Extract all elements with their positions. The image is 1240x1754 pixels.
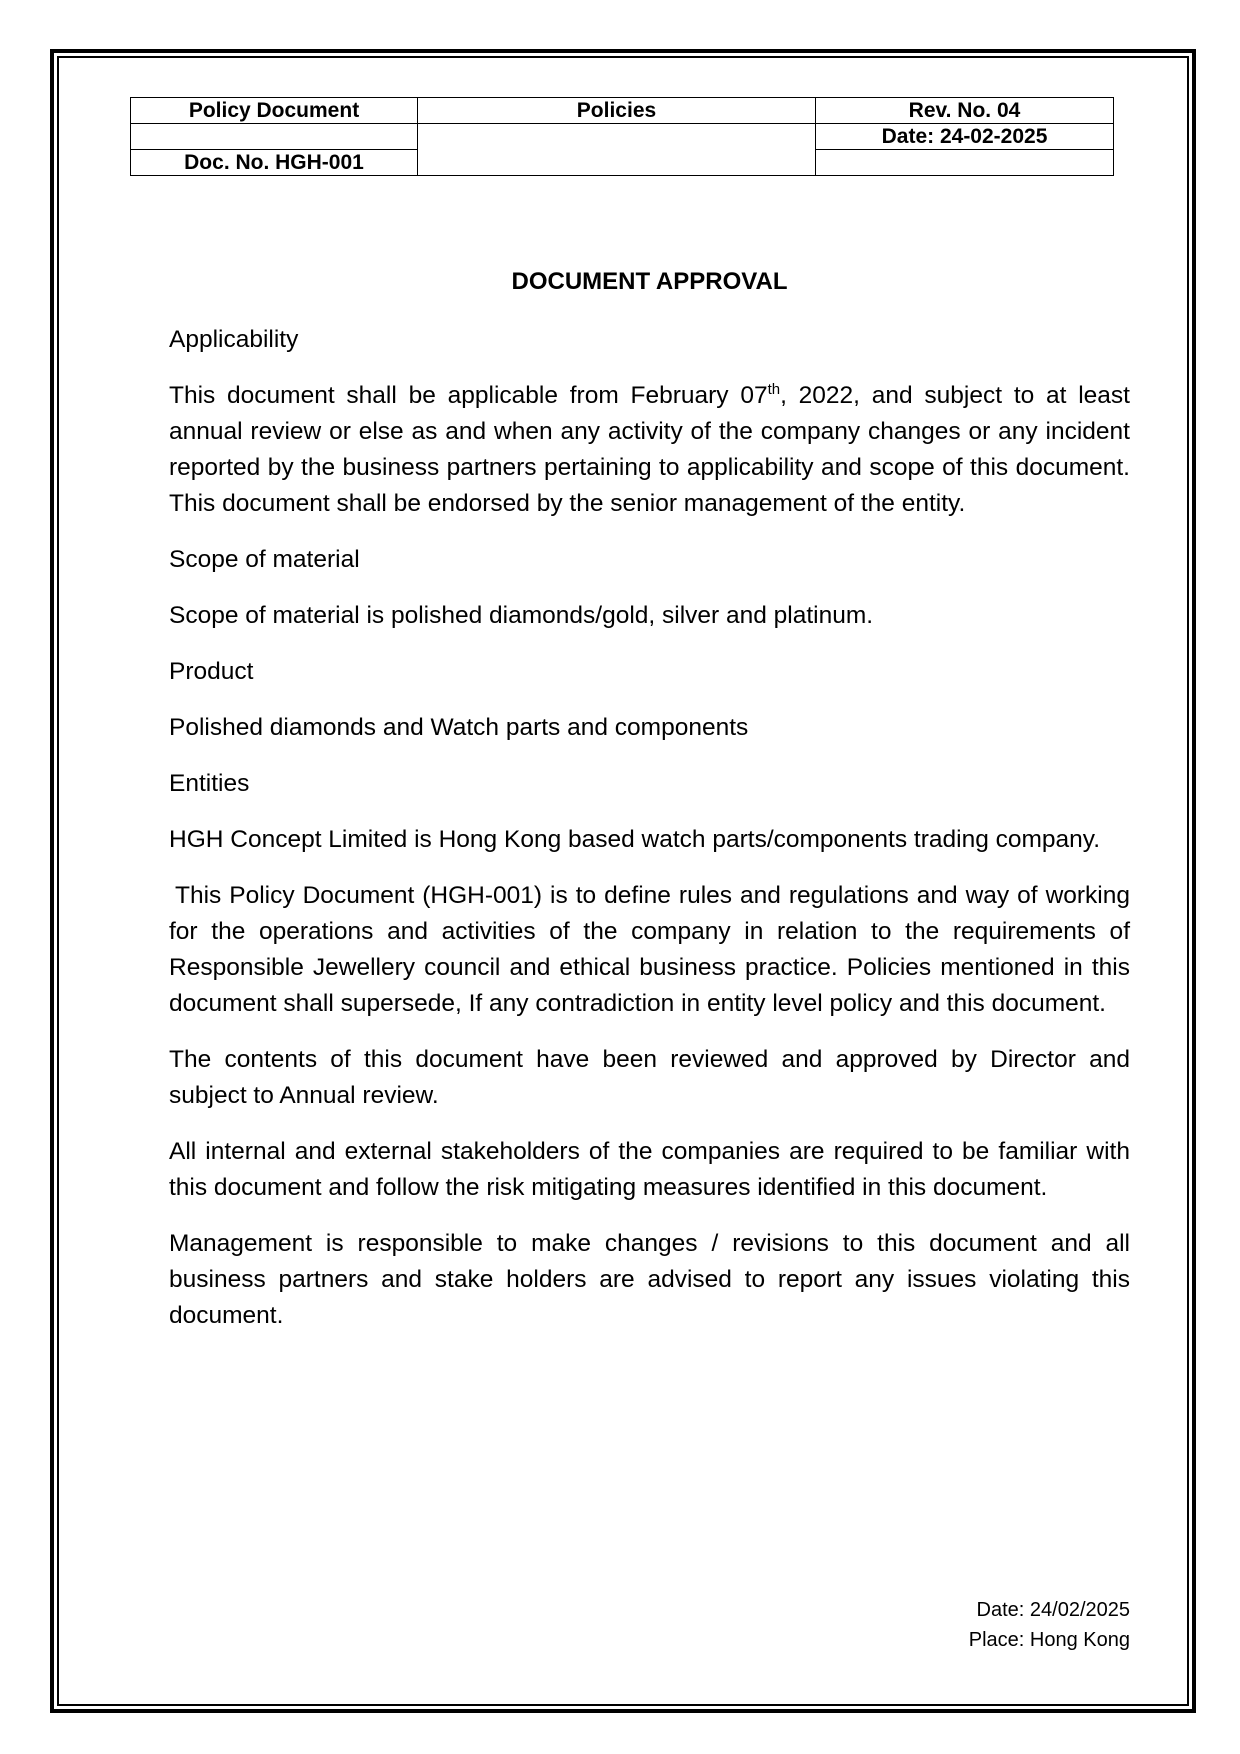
rev-no-cell: Rev. No. 04 xyxy=(816,98,1114,124)
document-footer xyxy=(969,1595,1130,1655)
footer-date: Date: 24/02/2025 xyxy=(976,1599,1130,1621)
entities-heading: Entities xyxy=(169,770,250,797)
product-paragraph: Polished diamonds and Watch parts and components xyxy=(169,714,749,741)
applicability-text-post: , 2022, and subject to at least annual review or else as and when any activity of the company changes or any incident reported by the business partners pertaining to applicability and scope of this document. This document shall be endorsed by the senior management of the entity. xyxy=(169,382,1130,517)
management-paragraph: Management is responsible to make changes / revisions to this document and all business partners and stake holders are advised to report any issues violating this document. xyxy=(169,1230,1130,1329)
empty-cell xyxy=(131,124,418,150)
scope-heading: Scope of material xyxy=(169,546,360,573)
doc-no-cell: Doc. No. HGH-001 xyxy=(131,150,418,176)
policies-cell: Policies xyxy=(418,98,816,124)
empty-cell xyxy=(816,150,1114,176)
product-heading: Product xyxy=(169,658,254,685)
header-row-1 xyxy=(131,98,1114,124)
document-title: DOCUMENT APPROVAL xyxy=(511,268,788,295)
applicability-text-pre: This document shall be applicable from February 07 xyxy=(169,382,768,409)
review-paragraph: The contents of this document have been reviewed and approved by Director and subject to Annual review. xyxy=(169,1046,1130,1109)
applicability-paragraph xyxy=(169,378,1130,522)
document-body xyxy=(169,262,1130,1354)
stakeholders-paragraph: All internal and external stakeholders of the companies are required to be familiar with this document and follow the risk mitigating measures identified in this document. xyxy=(169,1138,1130,1201)
footer-place: Place: Hong Kong xyxy=(968,1629,1130,1651)
empty-merged-cell xyxy=(418,124,816,176)
date-cell: Date: 24-02-2025 xyxy=(816,124,1114,150)
policy-document-cell: Policy Document xyxy=(131,98,418,124)
applicability-text-sup: th xyxy=(767,380,781,398)
scope-paragraph: Scope of material is polished diamonds/gold, silver and platinum. xyxy=(169,602,874,629)
document-header-table xyxy=(130,97,1114,176)
header-row-2 xyxy=(131,124,1114,150)
policy-paragraph: This Policy Document (HGH-001) is to define rules and regulations and way of working for the operations and activities of the company in relation to the requirements of Responsible Jewellery council and ethical business practice. Policies mentioned in this document shall supersede, If any contradiction in entity level policy and this document. xyxy=(169,882,1130,1017)
entities-paragraph: HGH Concept Limited is Hong Kong based watch parts/components trading company. xyxy=(169,826,1101,853)
applicability-heading: Applicability xyxy=(169,326,299,353)
